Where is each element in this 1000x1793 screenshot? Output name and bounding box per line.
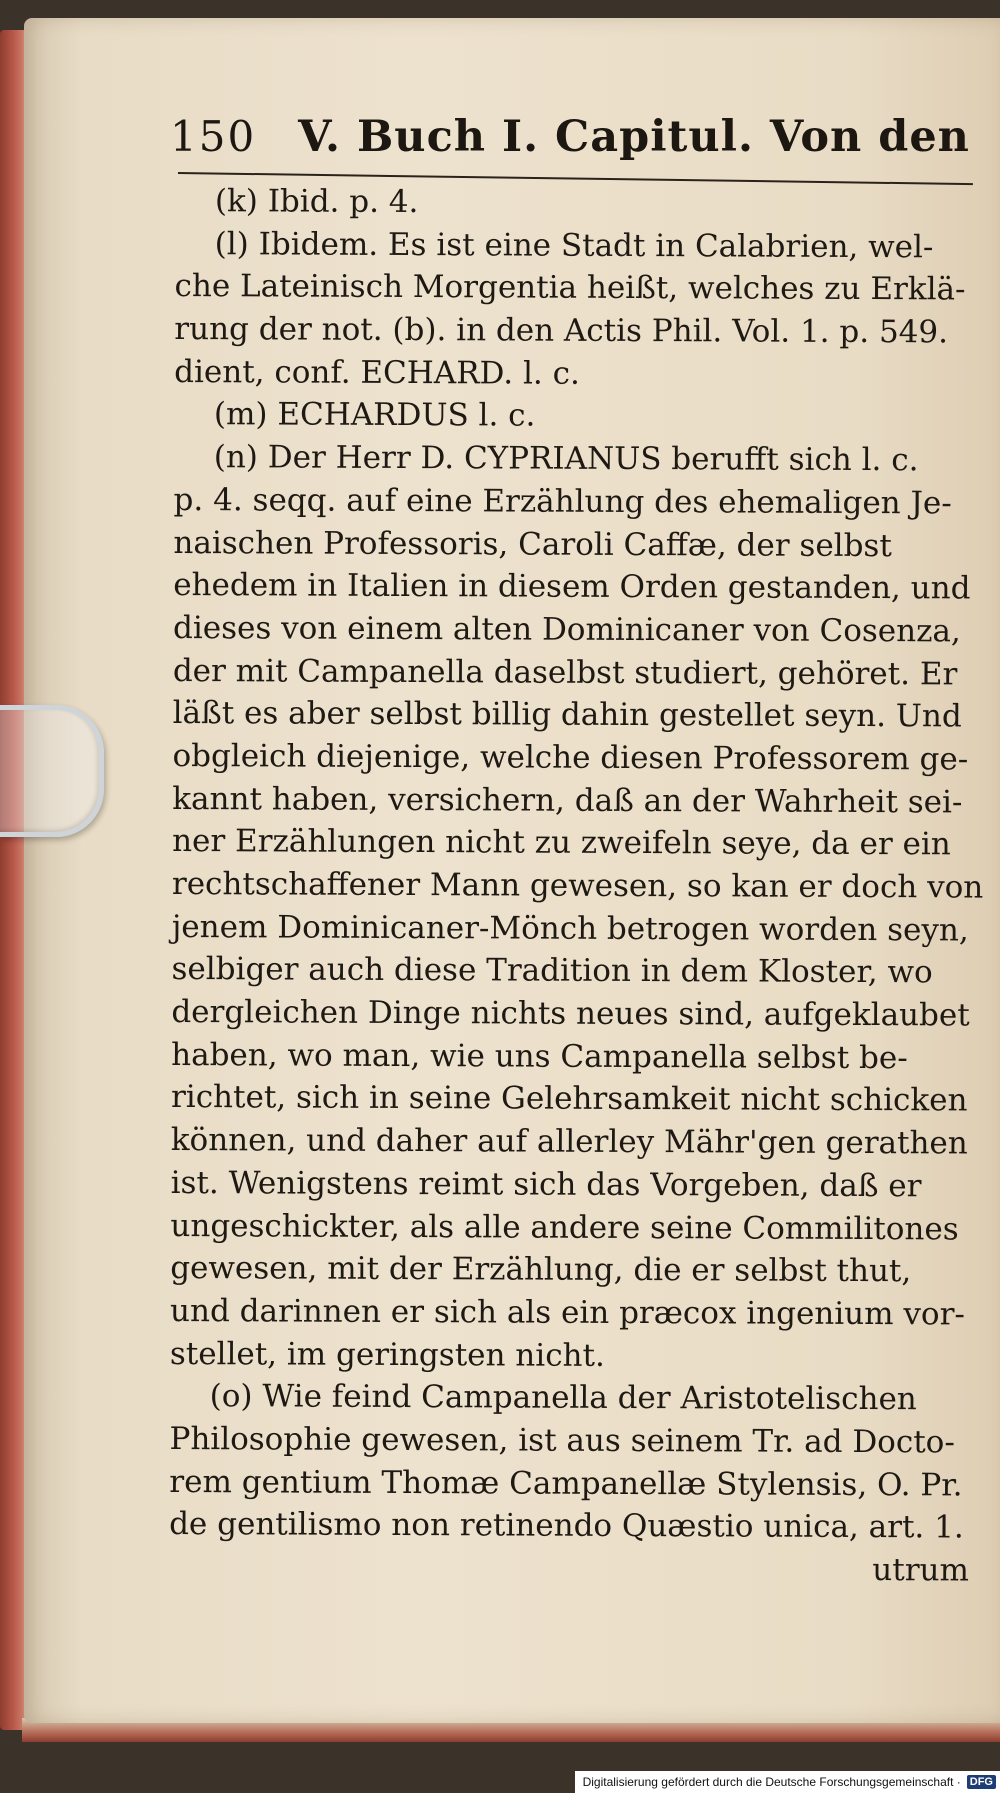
text-line: und darinnen er sich als ein præcox ingenium vor-	[169, 1292, 965, 1333]
text-line: dieses von einem alten Dominicaner von Cosenza,	[172, 609, 961, 650]
page-clip	[0, 705, 104, 837]
text-line: jenem Dominicaner-Mönch betrogen worden seyn,	[171, 908, 969, 949]
text-line: ner Erzählungen nicht zu zweifeln seye, da er ein	[172, 823, 951, 863]
text-line: de gentilismo non retinendo Quæstio unica, art. 1.	[169, 1506, 964, 1546]
text-line: (l) Ibidem. Es ist eine Stadt in Calabrien, wel-	[214, 225, 934, 265]
text-line: (k) Ibid. p. 4.	[214, 183, 419, 221]
running-head: V. Buch I. Capitul. Von den	[298, 112, 970, 162]
digitization-credit	[575, 1771, 1000, 1793]
text-line: richtet, sich in seine Gelehrsamkeit nicht schicken	[170, 1079, 968, 1119]
text-line: dergleichen Dinge nichts neues sind, aufgeklaubet	[171, 994, 970, 1034]
text-line: stellet, im geringsten nicht.	[169, 1335, 605, 1374]
text-line: (o) Wie feind Campanella der Aristotelischen	[209, 1378, 917, 1418]
text-line: können, und daher auf allerley Mähr'gen gerathen	[170, 1122, 968, 1162]
text-line: naischen Professoris, Caroli Caffæ, der selbst	[173, 524, 892, 564]
dfg-logo: DFG	[967, 1775, 996, 1789]
text-line: obgleich diejenige, welche diesen Professorem ge-	[172, 737, 969, 778]
text-line: ist. Wenigstens reimt sich das Vorgeben, daß er	[170, 1164, 922, 1205]
text-line: rung der not. (b). in den Actis Phil. Vol. 1. p. 549.	[174, 311, 949, 351]
page-number: 150	[170, 112, 257, 161]
text-line: ehedem in Italien in diesem Orden gestanden, und	[173, 567, 971, 607]
text-line: der mit Campanella daselbst studiert, gehöret. Er	[172, 652, 958, 692]
text-line: rechtschaffener Mann gewesen, so kan er doch von	[171, 865, 984, 906]
text-line: dient, conf. ECHARD. l. c.	[174, 353, 580, 392]
page-header	[170, 112, 970, 172]
text-line: rem gentium Thomæ Campanellæ Stylensis, O. Pr.	[169, 1463, 963, 1504]
digitization-credit-text: Digitalisierung gefördert durch die Deutsche Forschungsgemeinschaft ·	[582, 1775, 961, 1789]
text-line: Philosophie gewesen, ist aus seinem Tr. ad Docto-	[169, 1420, 955, 1461]
text-line: ungeschickter, als alle andere seine Commilitones	[170, 1207, 959, 1247]
text-line: läßt es aber selbst billig dahin gestellet seyn. Und	[172, 695, 962, 735]
text-line: (m) ECHARDUS l. c.	[213, 396, 536, 435]
text-line: haben, wo man, wie uns Campanella selbst be-	[171, 1036, 908, 1076]
text-line: p. 4. seqq. auf eine Erzählung des ehemaligen Je-	[173, 481, 952, 522]
text-line: gewesen, mit der Erzählung, die er selbst thut,	[170, 1250, 912, 1290]
text-line: utrum	[872, 1552, 970, 1589]
footnote-text-block	[169, 180, 984, 1592]
text-line: selbiger auch diese Tradition in dem Kloster, wo	[171, 951, 933, 991]
text-line: che Lateinisch Morgentia heißt, welches zu Erklä-	[174, 268, 966, 308]
text-line: kannt haben, versichern, daß an der Wahrheit sei-	[172, 780, 963, 821]
text-line: (n) Der Herr D. CYPRIANUS berufft sich l. c.	[213, 439, 919, 479]
